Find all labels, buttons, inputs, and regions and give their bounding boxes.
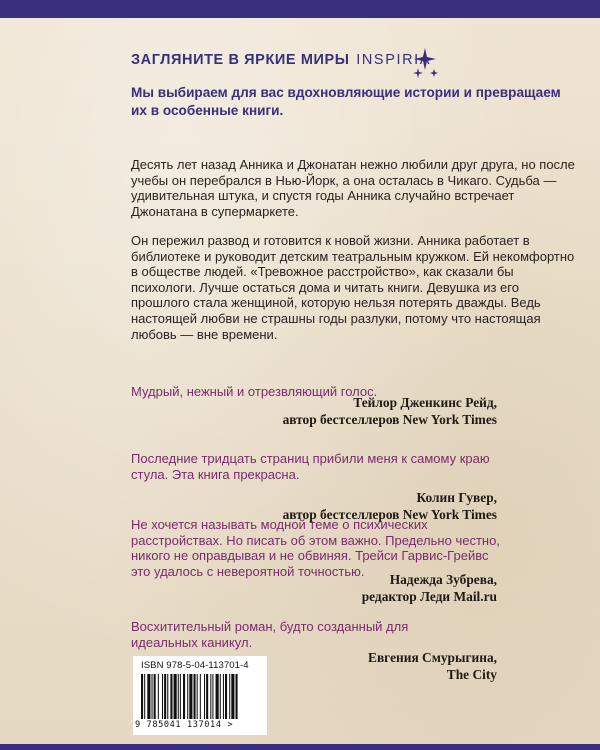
review-role-4: The City — [446, 667, 497, 682]
review-author-4: Евгения Смурыгина, — [368, 650, 497, 665]
isbn-number: ISBN 978-5-04-113701-4 — [141, 660, 249, 671]
review-quote-4: Восхитительный роман, будто созданный для идеальных каникул. — [131, 619, 409, 650]
barcode-bars — [141, 674, 261, 719]
barcode-bar — [162, 674, 163, 719]
barcode-bar — [216, 674, 219, 719]
barcode-bar — [189, 674, 192, 719]
review-quote-2: Последние тридцать страниц прибили меня к самому краю стула. Эта книга прекрасна. — [131, 451, 490, 482]
series-tagline: Мы выбираем для вас вдохновляющие истории и превращаем их в особенные книги. — [131, 85, 561, 118]
barcode-bar — [152, 674, 153, 719]
barcode-bar — [204, 674, 205, 719]
review-quote-1: Мудрый, нежный и отрезвляющий голос. — [131, 384, 378, 399]
barcode-bar — [147, 674, 150, 719]
barcode-bar — [194, 674, 196, 719]
barcode-panel — [133, 656, 267, 735]
barcode-bar — [167, 674, 168, 719]
barcode-bar — [210, 674, 211, 719]
brand-name: INSPIRIA — [356, 52, 432, 68]
barcode-bar — [229, 674, 230, 719]
barcode-bar — [183, 674, 185, 719]
barcode-bar — [231, 674, 234, 719]
review-role-3: редактор Леди Mail.ru — [361, 589, 497, 604]
barcode-bar — [212, 674, 213, 719]
barcode-bar — [225, 674, 227, 719]
barcode-bar — [178, 674, 179, 719]
review-author-3: Надежда Зубрева, — [389, 572, 497, 587]
review-author-1: Тейлор Дженкинс Рейд, — [353, 395, 497, 410]
barcode-bar — [236, 674, 238, 719]
description-paragraph-2: Он пережил развод и готовится к новой жизни. Анника работает в библиотеке и руководит детским театральным кружком. Ей некомфортно в обществе людей. «Тревожное расстройство», как сказали бы психологи. Лучше остаться дома и читать книги. Девушка из его прошлого стала женщиной, которую нельзя потерять дважды. Ведь настоящей любви не страшны годы разлуки, потому что настоящая любовь — вне времени. — [131, 233, 575, 342]
barcode-bar — [187, 674, 188, 719]
barcode-bar — [141, 674, 143, 719]
top-color-band — [0, 0, 600, 18]
barcode-bar — [154, 674, 156, 719]
bottom-color-band — [0, 744, 600, 750]
barcode-bar — [197, 674, 198, 719]
barcode-bar — [164, 674, 166, 719]
review-attribution-4 — [368, 649, 497, 683]
review-role-1: автор бестселлеров New York Times — [282, 412, 497, 427]
barcode-bar — [180, 674, 181, 719]
review-author-2: Колин Гувер, — [416, 490, 497, 505]
barcode-bar — [174, 674, 177, 719]
barcode-digits: 9 785041 137014 > — [135, 720, 234, 730]
series-headline — [131, 52, 431, 68]
barcode-bar — [223, 674, 224, 719]
barcode-bar — [144, 674, 145, 719]
barcode-bar — [200, 674, 201, 719]
barcode-bar — [220, 674, 221, 719]
barcode-bar — [158, 674, 159, 719]
review-quote-3: Не хочется называть модной теме о психических расстройствах. Но писать об этом важно. Предельно честно, никого не оправдывая и не обвиняя. Трейси Гарвис-Грейвс это удалось с невероятной точностью. — [131, 517, 500, 579]
barcode-bar — [206, 674, 208, 719]
review-role-2: автор бестселлеров New York Times — [282, 507, 497, 522]
review-attribution-1 — [283, 394, 497, 428]
description-paragraph-1: Десять лет назад Анника и Джонатан нежно любили друг друга, но после учебы он перебрался в Нью-Йорк, а она осталась в Чикаго. Судьба — удивительная штука, и спустя годы Анника случайно встречает Джонатана в супермаркете. — [131, 157, 575, 219]
review-attribution-3 — [362, 571, 497, 605]
headline-text: ЗАГЛЯНИТЕ В ЯРКИЕ МИРЫ — [131, 52, 350, 68]
barcode-bar — [170, 674, 172, 719]
